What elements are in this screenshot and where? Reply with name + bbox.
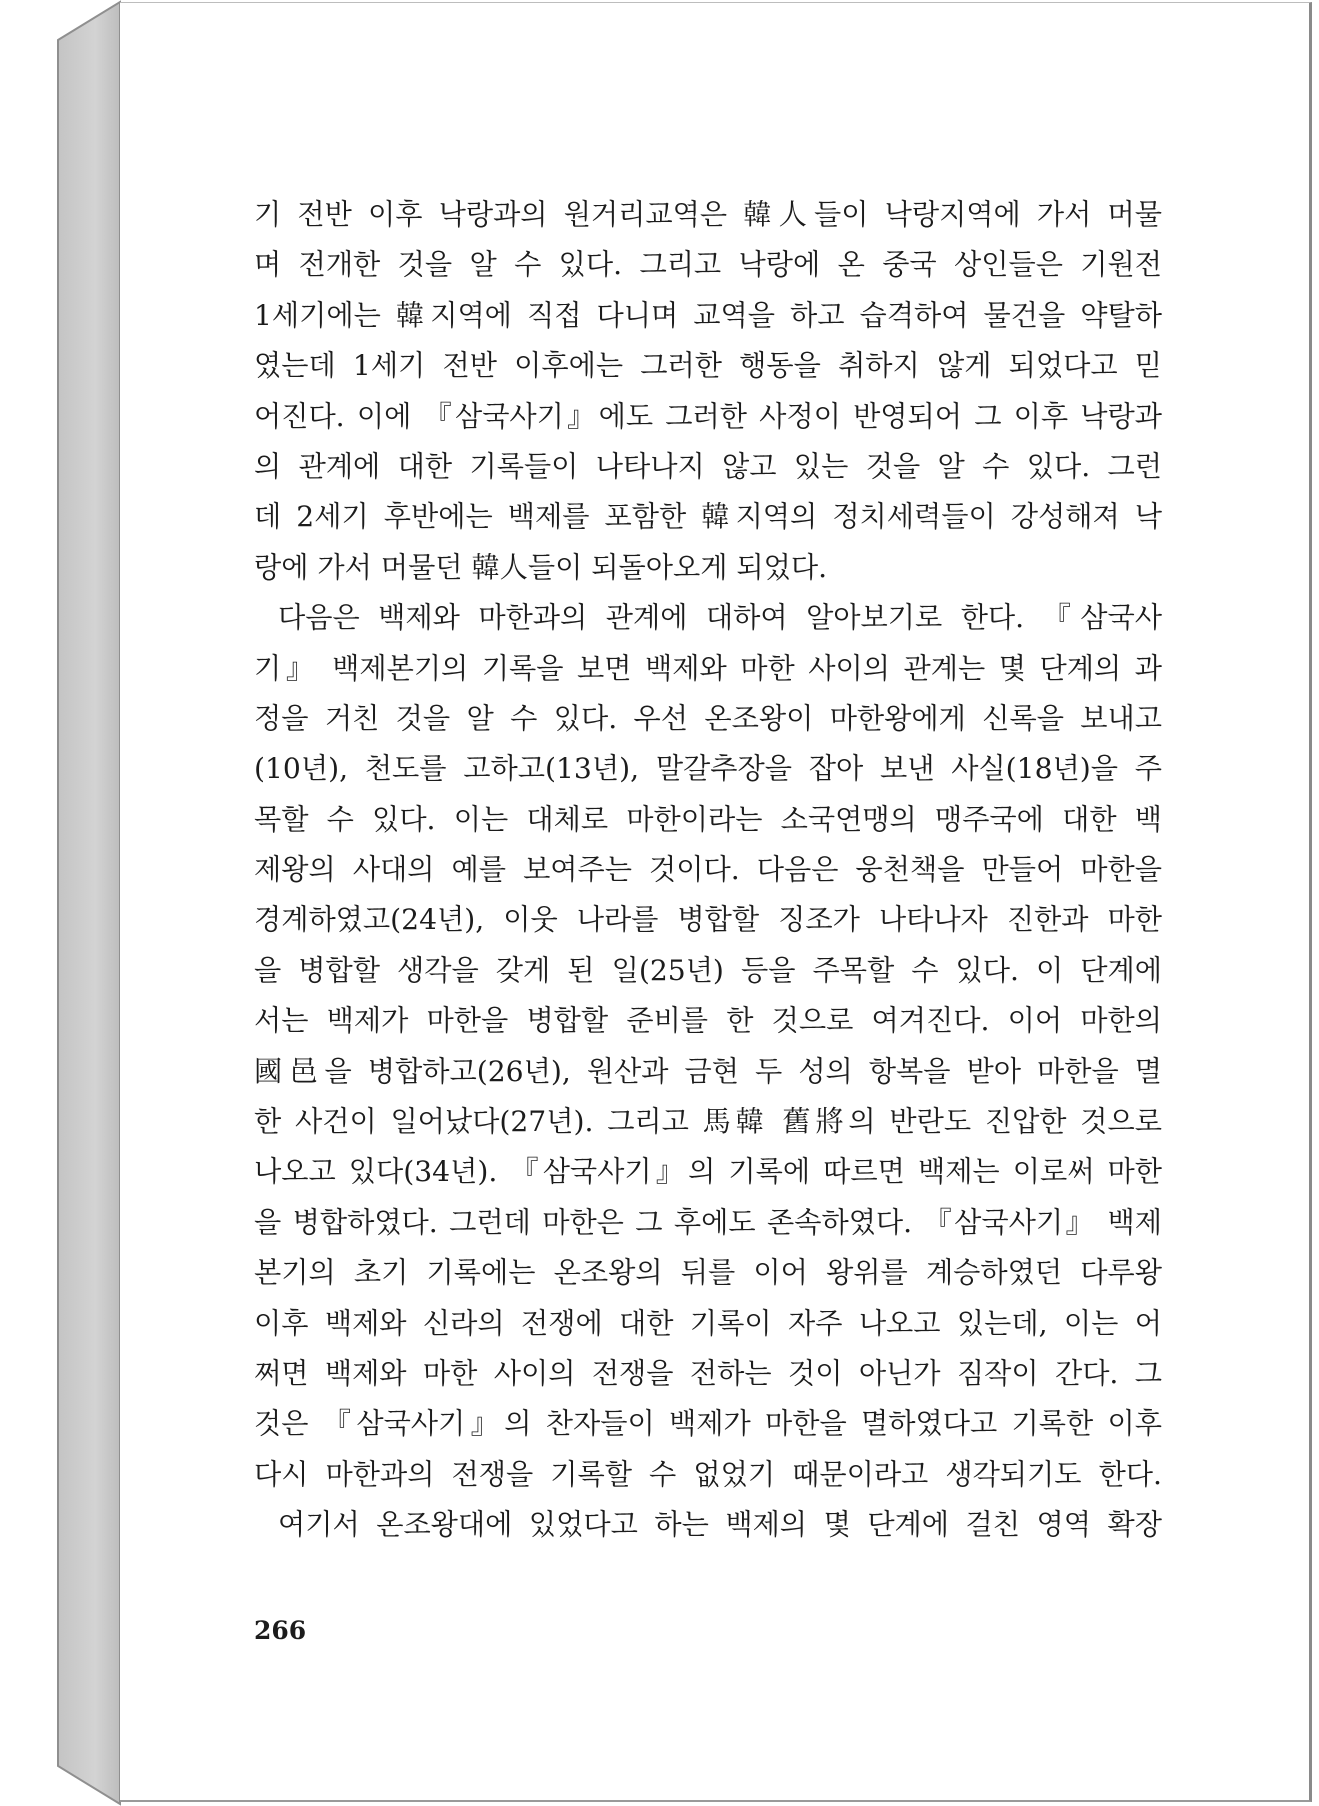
text-line: 데 2세기 후반에는 백제를 포함한 韓지역의 정치세력들이 강성해져 낙 — [254, 500, 1162, 534]
text-line: 한 사건이 일어났다(27년). 그리고 馬韓 舊將의 반란도 진압한 것으로 — [254, 1105, 1162, 1139]
text-line: 여기서 온조왕대에 있었다고 하는 백제의 몇 단계에 걸친 영역 확장 — [278, 1508, 1162, 1542]
text-line: 기』 백제본기의 기록을 보면 백제와 마한 사이의 관계는 몇 단계의 과 — [254, 651, 1162, 685]
text-line: 이후 백제와 신라의 전쟁에 대한 기록이 자주 나오고 있는데, 이는 어 — [254, 1306, 1162, 1340]
text-line: 다시 마한과의 전쟁을 기록할 수 없었기 때문이라고 생각되기도 한다. — [254, 1457, 1162, 1491]
text-line: 본기의 초기 기록에는 온조왕의 뒤를 이어 왕위를 계승하였던 다루왕 — [254, 1256, 1162, 1290]
text-line: 목할 수 있다. 이는 대체로 마한이라는 소국연맹의 맹주국에 대한 백 — [254, 802, 1162, 836]
text-line: (10년), 천도를 고하고(13년), 말갈추장을 잡아 보낸 사실(18년)을 주 — [254, 752, 1162, 786]
text-line: 것은 『삼국사기』의 찬자들이 백제가 마한을 멸하였다고 기록한 이후 — [254, 1407, 1162, 1441]
text-line: 1세기에는 韓지역에 직접 다니며 교역을 하고 습격하여 물건을 약탈하 — [254, 298, 1162, 332]
text-line: 어진다. 이에 『삼국사기』에도 그러한 사정이 반영되어 그 이후 낙랑과 — [254, 399, 1162, 433]
text-line: 며 전개한 것을 알 수 있다. 그리고 낙랑에 온 중국 상인들은 기원전 — [254, 248, 1162, 282]
text-line: 나오고 있다(34년). 『삼국사기』의 기록에 따르면 백제는 이로써 마한 — [254, 1155, 1162, 1189]
body-text — [254, 190, 1162, 1551]
text-line: 였는데 1세기 전반 이후에는 그러한 행동을 취하지 않게 되었다고 믿 — [254, 349, 1162, 383]
text-line: 랑에 가서 머물던 韓人들이 되돌아오게 되었다. — [254, 550, 828, 584]
page-number: 266 — [254, 1616, 307, 1645]
text-line: 제왕의 사대의 예를 보여주는 것이다. 다음은 웅천책을 만들어 마한을 — [254, 853, 1162, 887]
text-line: 쩌면 백제와 마한 사이의 전쟁을 전하는 것이 아닌가 짐작이 간다. 그 — [254, 1356, 1162, 1390]
text-line: 의 관계에 대한 기록들이 나타나지 않고 있는 것을 알 수 있다. 그런 — [254, 449, 1162, 483]
text-line: 경계하였고(24년), 이웃 나라를 병합할 징조가 나타나자 진한과 마한 — [254, 903, 1162, 937]
text-line: 을 병합할 생각을 갖게 된 일(25년) 등을 주목할 수 있다. 이 단계에 — [254, 953, 1162, 987]
text-line: 정을 거친 것을 알 수 있다. 우선 온조왕이 마한왕에게 신록을 보내고 — [254, 701, 1162, 735]
text-line: 을 병합하였다. 그런데 마한은 그 후에도 존속하였다. 『삼국사기』 백제 — [254, 1205, 1162, 1239]
text-line: 國邑을 병합하고(26년), 원산과 금현 두 성의 항복을 받아 마한을 멸 — [254, 1054, 1162, 1088]
text-line: 기 전반 이후 낙랑과의 원거리교역은 韓人들이 낙랑지역에 가서 머물 — [254, 198, 1162, 231]
text-line: 다음은 백제와 마한과의 관계에 대하여 알아보기로 한다. 『삼국사 — [278, 601, 1162, 635]
text-line: 서는 백제가 마한을 병합할 준비를 한 것으로 여겨진다. 이어 마한의 — [254, 1004, 1162, 1038]
